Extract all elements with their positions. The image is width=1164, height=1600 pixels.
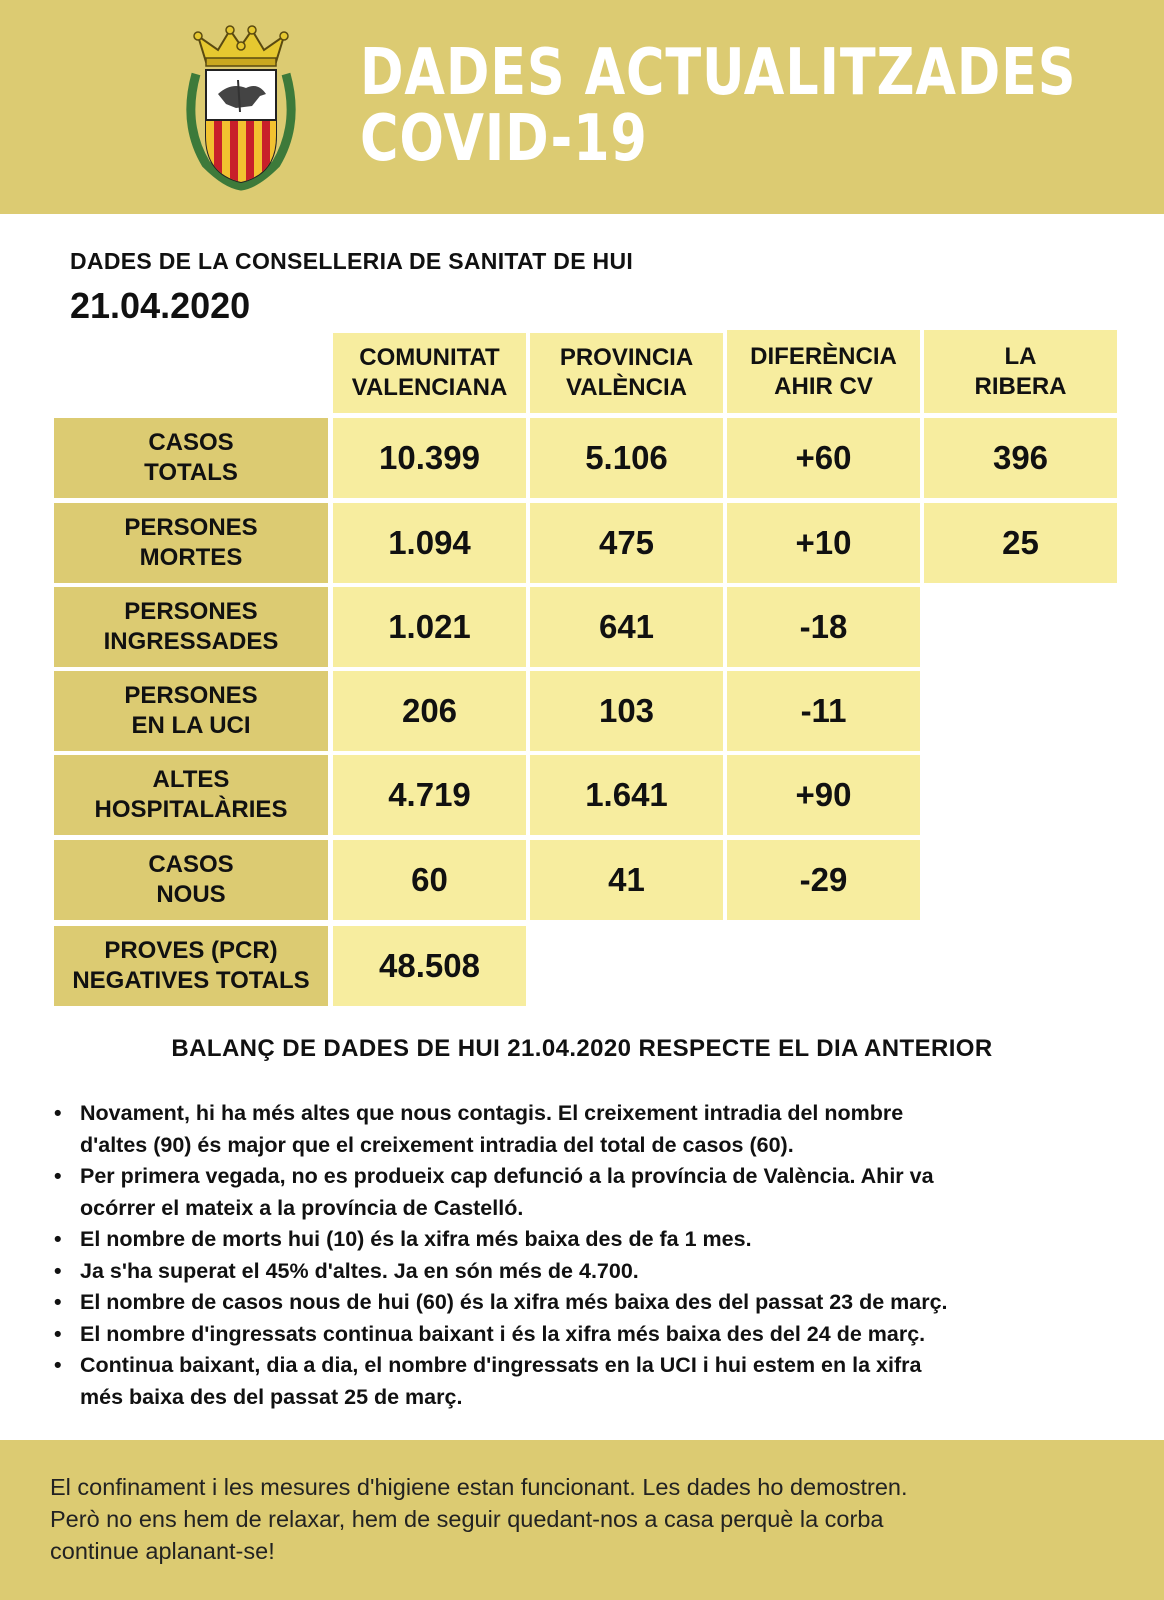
balance-list: [50, 1098, 1110, 1413]
list-item: • Continua baixant, dia a dia, el nombre d'ingressats en la UCI i hui estem en la xifra més baixa des del passat 25 de març.: [54, 1353, 922, 1409]
table-cell: 4.719: [333, 755, 526, 835]
table-cell: 10.399: [333, 418, 526, 498]
footer-message: El confinament i les mesures d'higiene estan funcionant. Les dades ho demostren. Però no ens hem de relaxar, hem de seguir quedant-nos a casa perquè la corba continue aplanant-se!: [50, 1474, 908, 1564]
source-label: DADES DE LA CONSELLERIA DE SANITAT DE HUI: [70, 248, 634, 274]
table-cell: 641: [530, 587, 723, 667]
list-item: • El nombre de morts hui (10) és la xifra més baixa des de fa 1 mes.: [54, 1227, 752, 1251]
column-header-diferencia: DIFERÈNCIA AHIR CV: [727, 330, 920, 413]
row-label-altes-hospitalaries: ALTES HOSPITALÀRIES: [54, 755, 328, 835]
table-cell: 25: [924, 503, 1117, 583]
list-item: • El nombre de casos nous de hui (60) és la xifra més baixa des del passat 23 de març.: [54, 1290, 948, 1314]
row-label-persones-uci: PERSONES EN LA UCI: [54, 671, 328, 751]
page-title: [360, 36, 1077, 176]
table-cell: 1.094: [333, 503, 526, 583]
table-cell: 1.021: [333, 587, 526, 667]
row-label-casos-nous: CASOS NOUS: [54, 840, 328, 920]
table-cell: -11: [727, 671, 920, 751]
table-cell: 41: [530, 840, 723, 920]
table-cell: +10: [727, 503, 920, 583]
row-label-persones-mortes: PERSONES MORTES: [54, 503, 328, 583]
header-band: [0, 0, 1164, 214]
row-label-proves-pcr: PROVES (PCR) NEGATIVES TOTALS: [54, 926, 328, 1006]
list-item: • Per primera vegada, no es produeix cap defunció a la província de València. Ahir va ocórrer el mateix a la província de Castelló.: [54, 1164, 934, 1220]
report-date: 21.04.2020: [70, 285, 251, 326]
table-cell: 5.106: [530, 418, 723, 498]
table-cell: 475: [530, 503, 723, 583]
table-cell: -18: [727, 587, 920, 667]
table-cell: +90: [727, 755, 920, 835]
table-cell: 1.641: [530, 755, 723, 835]
town-crest-icon: [176, 24, 306, 194]
footer-band: [0, 1440, 1164, 1600]
table-cell: 206: [333, 671, 526, 751]
title-line-1: DADES ACTUALITZADES: [360, 36, 1077, 110]
table-cell: 60: [333, 840, 526, 920]
table-cell: -29: [727, 840, 920, 920]
table-cell: 396: [924, 418, 1117, 498]
list-item: • Novament, hi ha més altes que nous contagis. El creixement intradia del nombre d'altes (90) és major que el creixement intradia del total de casos (60).: [54, 1101, 904, 1157]
row-label-casos-totals: CASOS TOTALS: [54, 418, 328, 498]
table-cell: +60: [727, 418, 920, 498]
table-cell: 103: [530, 671, 723, 751]
title-line-2: COVID-19: [360, 102, 648, 176]
list-item: • El nombre d'ingressats continua baixant i és la xifra més baixa des del 24 de març.: [54, 1321, 926, 1346]
column-header-ribera: LA RIBERA: [924, 330, 1117, 413]
column-header-provincia: PROVINCIA VALÈNCIA: [530, 333, 723, 413]
balance-title: BALANÇ DE DADES DE HUI 21.04.2020 RESPECTE EL DIA ANTERIOR: [171, 1035, 993, 1062]
table-cell: 48.508: [333, 926, 526, 1006]
column-header-comunitat: COMUNITAT VALENCIANA: [333, 333, 526, 413]
row-label-persones-ingressades: PERSONES INGRESSADES: [54, 587, 328, 667]
list-item: • Ja s'ha superat el 45% d'altes. Ja en són més de 4.700.: [54, 1258, 639, 1283]
